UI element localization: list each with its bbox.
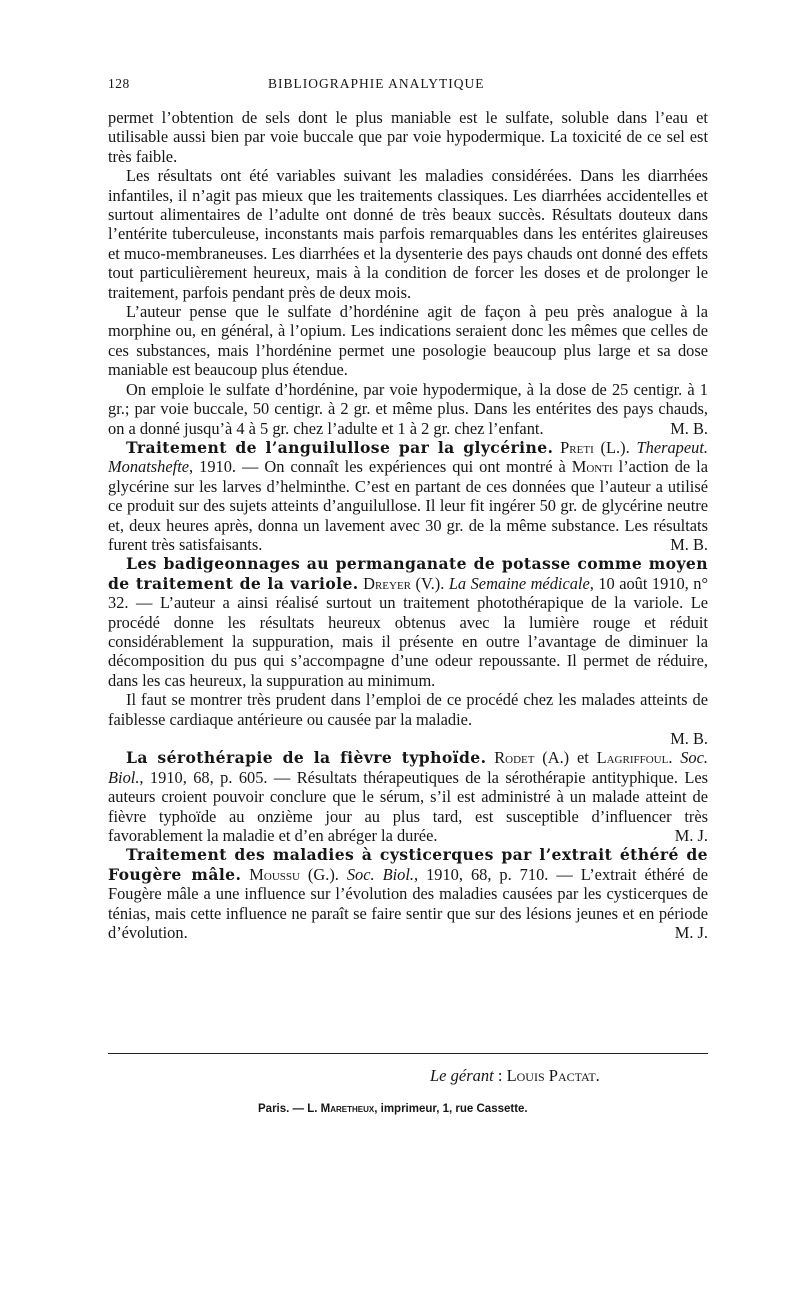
entry-journal: La Semaine médicale — [448, 573, 590, 593]
entry-author: Rodet — [494, 748, 535, 768]
bibliography-entry — [108, 845, 708, 942]
gerant-line — [430, 1066, 600, 1086]
imprint-text: , imprimeur, 1, rue Cassette. — [374, 1103, 528, 1115]
imprint-printer: Maretheux — [320, 1103, 375, 1115]
entry-author: Dreyer — [363, 573, 412, 593]
gerant-separator: : — [493, 1066, 507, 1085]
entry-author-initial: (A.) et — [534, 748, 597, 768]
imprint-text: Paris. — L. — [258, 1103, 321, 1115]
entry-author: Preti — [560, 437, 594, 457]
entry-reference: , 1910. — — [189, 457, 265, 477]
entry-text: L’auteur a ainsi réalisé surtout un traitement photothérapique de la variole. Le procédé donne les résultats heureux obtenus avec la lumière rouge et réduit considérablement la suppuration, mais il présente en outre l’avantage de diminuer la décomposition du pus qui s’accompagne d’une odeur repoussante. Il permet de réduire, dans les cas heureux, la suppuration au minimum. — [108, 593, 708, 690]
entry-author: Moussu — [249, 864, 300, 884]
entry-journal: Therapeut. Monatshefte — [108, 437, 708, 477]
entry-title: Traitement des maladies à cysticerques par l’extrait éthéré de Fougère mâle. — [108, 845, 708, 884]
bibliography-entry — [108, 748, 708, 845]
printer-imprint — [258, 1103, 528, 1115]
entry-text: L’extrait éthéré de Fougère mâle a une influence sur l’évolution des maladies causées par les cysticerques de ténias, mais cette influence ne paraît se faire sentir que sur des lésions jeunes et en période d’évolution. — [108, 864, 708, 943]
gerant-end: . — [595, 1066, 600, 1085]
entry-title: La sérothérapie de la fièvre typhoïde. — [126, 748, 487, 768]
entry-reference: , 1910, 68, p. 605. — — [139, 767, 297, 787]
entry-author-initial: (V.). — [411, 573, 449, 593]
cited-author: Monti — [571, 457, 613, 477]
page-body — [108, 108, 708, 942]
page — [108, 76, 708, 942]
entry-title: Traitement de l’anguilullose par la glycérine. — [126, 437, 554, 457]
bibliography-entry — [108, 438, 708, 554]
signature: M. B. — [670, 534, 708, 554]
paragraph-text: On emploie le sulfate d’hordénine, par voie hypodermique, à la dose de 25 centigr. à 1 gr.; par voie buccale, 50 centigr. à 2 gr. et même plus. Dans les entérites des pays chauds, on a donné jusqu’à 4 à 5 gr. chez l’adulte et 1 à 2 gr. chez l’enfant. — [108, 379, 708, 438]
paragraph: Il faut se montrer très prudent dans l’emploi de ce procédé chez les malades atteints de faiblesse cardiaque antérieure ou causée par la maladie. — [108, 690, 708, 729]
entry-author: Lagriffoul — [596, 748, 669, 768]
paragraph: permet l’obtention de sels dont le plus maniable est le sulfate, soluble dans l’eau et utilisable aussi bien par voie buccale que par voie hypodermique. La toxicité de ce sel est très faible. — [108, 108, 708, 166]
signature: M. J. — [674, 923, 708, 943]
page-number: 128 — [108, 76, 130, 91]
entry-author-initial: (L.). — [593, 437, 637, 457]
paragraph: Les résultats ont été variables suivant les maladies considérées. Dans les diarrhées infantiles, il n’agit pas mieux que les traitements classiques. Les diarrhées accidentelles et surtout alimentaires de l’adulte ont donné de très beaux succès. Résultats douteux dans l’entérite tuberculeuse, inconstants mais parfois remarquables dans les entérites glaireuses et muco-membraneuses. Les diarrhées et la dysenterie des pays chauds ont donné des effets tout particulièrement heureux, mais à la condition de forcer les doses et de prolonger le traitement, parfois pendant près de deux mois. — [108, 166, 708, 302]
entry-reference: , 1910, 68, p. 710. — — [414, 864, 581, 884]
entry-author-initial: (G.). — [299, 864, 347, 884]
gerant-name: Louis Pactat — [506, 1066, 596, 1085]
entry-reference: , 10 août 1910, n° 32. — — [108, 573, 709, 613]
gerant-label: Le gérant — [430, 1066, 494, 1085]
running-title: BIBLIOGRAPHIE ANALYTIQUE — [268, 76, 485, 91]
signature: M. J. — [674, 826, 708, 846]
entry-text: Résultats thérapeutiques de la sérothérapie antityphique. Les auteurs croient pouvoir conclure que le sérum, s’il est administré à un malade atteint de fièvre typhoïde au onzième jour au plus tard, est susceptible d’influencer très favorablement la maladie et d’en abréger la durée. — [108, 767, 708, 846]
entry-title: Les badigeonnages au permanganate de potasse comme moyen de traitement de la variole. — [108, 554, 708, 593]
entry-text: On connaît les expériences qui ont montré à — [264, 457, 572, 477]
entry-journal: Soc. Biol. — [346, 864, 415, 884]
paragraph: L’auteur pense que le sulfate d’hordénine agit de façon à peu près analogue à la morphine ou, en général, à l’opium. Les indications seraient donc les mêmes que celles de ces substances, mais l’hordénine permet une posologie beaucoup plus large et sa dose maniable est beaucoup plus étendue. — [108, 302, 708, 380]
signature: M. B. — [670, 418, 708, 438]
bibliography-entry — [108, 554, 708, 690]
entry-text: l’action de la glycérine sur les larves d’helminthe. C’est en partant de ces données que l’auteur a utilisé ce produit sur des sujets atteints d’anguilullose. Il leur fit ingérer 50 gr. de glycérine neutre et, deux heures après, donna un lavement avec 30 gr. de la même substance. Les résultats furent très satisfaisants. — [108, 457, 708, 554]
footer-rule — [108, 1053, 708, 1054]
entry-author-tail: . — [668, 748, 681, 768]
entry-journal: Soc. Biol. — [108, 748, 708, 787]
signature: M. B. — [670, 729, 708, 748]
paragraph — [108, 380, 708, 438]
running-header — [108, 76, 708, 100]
